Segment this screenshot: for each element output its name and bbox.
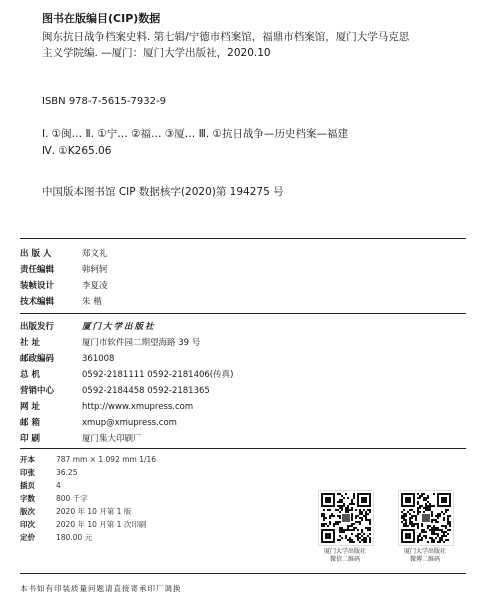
subject-classification: Ⅰ. ①闽… Ⅱ. ①宁… ②福… ③厦… Ⅲ. ①抗日战争—历史档案—福建: [42, 128, 348, 140]
qr-caption-type: 微信二维码: [329, 556, 360, 563]
publisher-row: [20, 416, 177, 428]
qr-caption: [305, 548, 385, 564]
divider: [20, 238, 466, 239]
publisher-row: [20, 400, 193, 412]
qr-caption-type: 微博二维码: [409, 556, 440, 563]
credit-label: 技术编辑: [20, 297, 55, 307]
credit-value: 李夏凌: [82, 281, 108, 291]
spec-value: 800 千字: [56, 494, 88, 503]
publisher-row: [20, 320, 156, 332]
publisher-row: [20, 384, 210, 396]
publisher-label: 营销中心: [20, 386, 55, 396]
print-quality-notice: 本书如有印装质量问题请直接寄承印厂调换: [20, 584, 182, 593]
credit-row: [20, 279, 108, 291]
cip-data-number: 中国版本图书馆 CIP 数据核字(2020)第 194275 号: [42, 186, 284, 198]
credit-value: 郑文礼: [82, 249, 108, 259]
spec-label: 印次: [20, 520, 35, 529]
spec-label: 字数: [20, 494, 35, 503]
postal-code: 361008: [82, 354, 115, 364]
qr-caption-publisher: 厦门大学出版社: [403, 548, 446, 555]
publisher-row: [20, 432, 142, 444]
publisher-label: 印 刷: [20, 434, 40, 444]
publisher-label: 出版发行: [20, 322, 55, 332]
isbn: ISBN 978-7-5615-7932-9: [42, 96, 166, 107]
cip-title: 图书在版编目(CIP)数据: [42, 12, 161, 25]
publisher-label: 邮政编码: [20, 354, 55, 364]
printer-name: 厦门集大印刷厂: [82, 434, 142, 444]
publisher-label: 邮 箱: [20, 418, 40, 428]
cip-line-2: 主义学院编. —厦门：厦门大学出版社，2020.10: [42, 47, 271, 59]
credit-label: 装帧设计: [20, 281, 55, 291]
switchboard-phone: 0592-2181111 0592-2181406(传真): [82, 370, 234, 380]
spec-row: [20, 454, 156, 465]
spec-value: 4: [56, 481, 61, 490]
qr-caption: [385, 548, 465, 564]
qr-caption-publisher: 厦门大学出版社: [323, 548, 366, 555]
publisher-label: 社 址: [20, 338, 40, 348]
credit-row: [20, 263, 108, 275]
spec-value: 787 mm × 1 092 mm 1/16: [56, 455, 157, 464]
credit-label: 责任编辑: [20, 265, 55, 275]
divider: [20, 448, 466, 449]
credit-row: [20, 295, 102, 307]
spec-label: 开本: [20, 455, 35, 464]
spec-row: [20, 506, 131, 517]
credit-label: 出 版 人: [20, 249, 52, 259]
spec-value: 2020 年 10 月第 1 次印刷: [56, 520, 147, 529]
spec-row: [20, 467, 77, 478]
spec-row: [20, 493, 88, 504]
credit-row: [20, 247, 108, 259]
divider: [20, 313, 466, 314]
publisher-address: 厦门市软件园二期望海路 39 号: [82, 338, 201, 348]
spec-label: 定价: [20, 533, 35, 542]
spec-row: [20, 532, 92, 543]
publisher-row: [20, 368, 233, 380]
spec-value: 2020 年 10 月第 1 版: [56, 507, 132, 516]
marketing-phone: 0592-2184458 0592-2181365: [82, 386, 210, 396]
wechat-qr-code: [318, 490, 374, 546]
website-link[interactable]: http://www.xmupress.com: [82, 402, 194, 412]
spec-row: [20, 480, 61, 491]
publisher-label: 网 址: [20, 402, 40, 412]
spec-value: 180.00 元: [56, 533, 93, 542]
publisher-logo-text: 厦门大学出版社: [82, 322, 156, 332]
spec-value: 36.25: [56, 468, 78, 477]
credit-value: 朱 楷: [82, 297, 102, 307]
cip-description: [42, 29, 467, 61]
publisher-row: [20, 336, 200, 348]
classification-number: Ⅳ. ①K265.06: [42, 145, 112, 157]
spec-label: 插页: [20, 481, 35, 490]
divider: [20, 573, 466, 574]
email-link[interactable]: xmup@xmupress.com: [82, 418, 177, 428]
spec-row: [20, 519, 146, 530]
cip-line-1: 闽东抗日战争档案史料. 第七辑/宁德市档案馆，福鼎市档案馆，厦门大学马克思: [42, 31, 410, 43]
weibo-qr-code: [398, 490, 454, 546]
publisher-label: 总 机: [20, 370, 40, 380]
spec-label: 印张: [20, 468, 35, 477]
credit-value: 韩轲轲: [82, 265, 108, 275]
spec-label: 版次: [20, 507, 35, 516]
publisher-row: [20, 352, 114, 364]
